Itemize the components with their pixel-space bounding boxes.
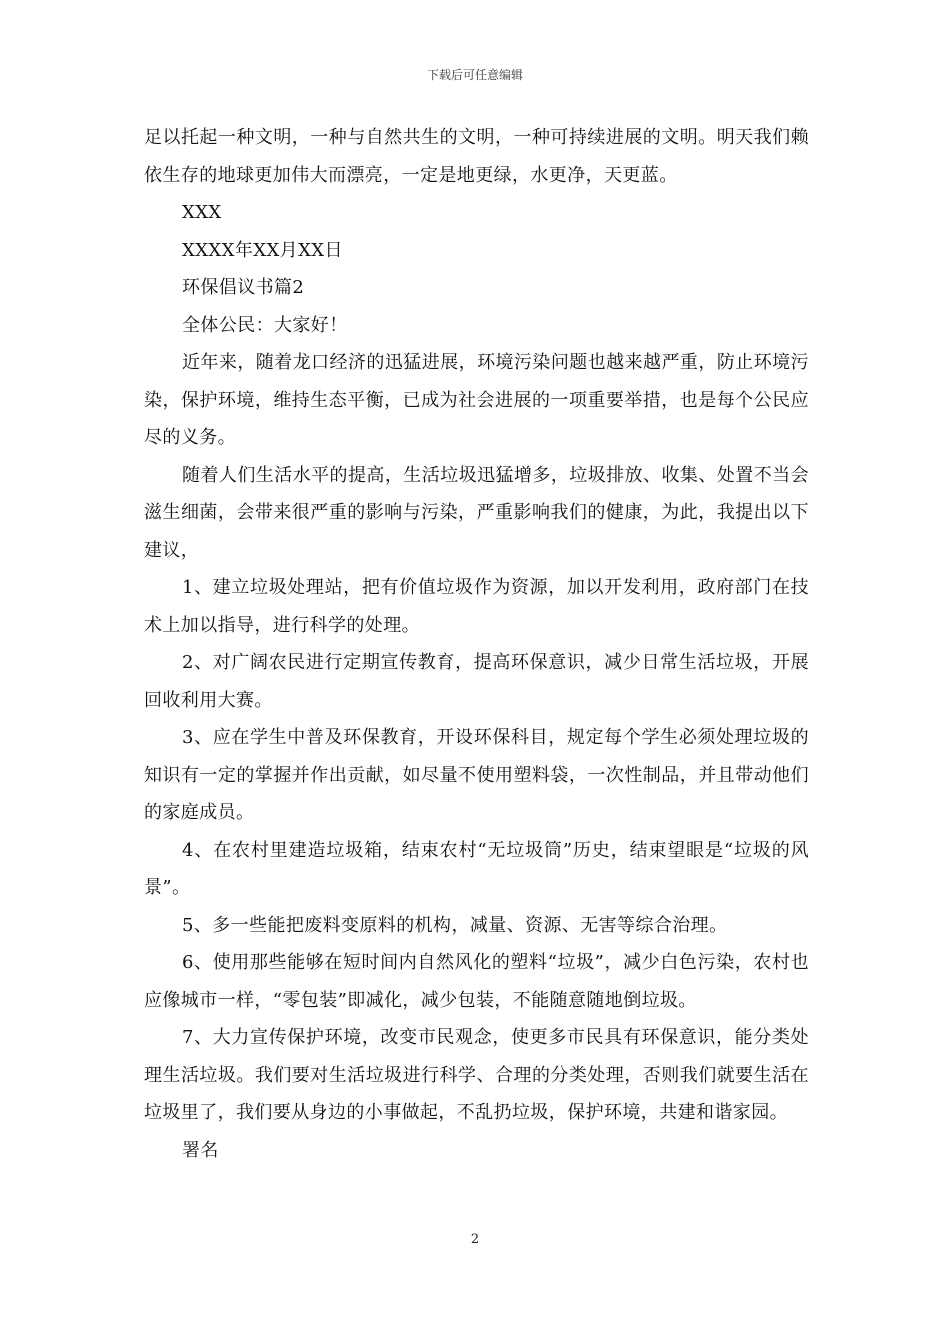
paragraph-item-5: 5、多一些能把废料变原料的机构，减量、资源、无害等综合治理。 [182, 914, 728, 936]
paragraph-item-6: 6、使用那些能够在短时间内自然风化的塑料“垃圾”，减少白色污染，农村也应像城市一样，“零包装”即减化，减少包装，不能随意随地倒垃圾。 [144, 952, 809, 1011]
paragraph-item-1: 1、建立垃圾处理站，把有价值垃圾作为资源，加以开发利用，政府部门在技术上加以指导，进行科学的处理。 [144, 577, 809, 636]
paragraph-item-2: 2、对广阔农民进行定期宣传教育，提高环保意识，减少日常生活垃圾，开展回收利用大赛。 [144, 652, 809, 711]
paragraph-continuation: 足以托起一种文明，一种与自然共生的文明，一种可持续进展的文明。明天我们赖依生存的地球更加伟大而漂亮，一定是地更绿，水更净，天更蓝。 [144, 127, 809, 186]
page-header: 下载后可任意编辑 [426, 68, 523, 82]
section-title: 环保倡议书篇2 [182, 277, 305, 298]
paragraph-signature: 署名 [182, 1139, 219, 1161]
paragraph-signature-name: XXX [182, 202, 222, 223]
paragraph-item-7: 7、大力宣传保护环境，改变市民观念，使更多市民具有环保意识，能分类处理生活垃圾。我们要对生活垃圾进行科学、合理的分类处理，否则我们就要生活在垃圾里了，我们要从身边的小事做起，不乱扔垃圾，保护环境，共建和谐家园。 [144, 1027, 809, 1123]
paragraph-signature-date: XXXX年XX月XX日 [182, 239, 343, 261]
paragraph-item-4: 4、在农村里建造垃圾箱，结束农村“无垃圾筒”历史，结束望眼是“垃圾的风景”。 [144, 839, 809, 898]
document-body [144, 119, 809, 1169]
paragraph-intro: 近年来，随着龙口经济的迅猛进展，环境污染问题也越来越严重，防止环境污染，保护环境，维持生态平衡，已成为社会进展的一项重要举措，也是每个公民应尽的义务。 [144, 352, 809, 448]
page-number: 2 [470, 1232, 480, 1247]
paragraph-greeting: 全体公民：大家好！ [182, 314, 348, 336]
paragraph-context: 随着人们生活水平的提高，生活垃圾迅猛增多，垃圾排放、收集、处置不当会滋生细菌，会带来很严重的影响与污染，严重影响我们的健康，为此，我提出以下建议， [144, 464, 809, 561]
paragraph-item-3: 3、应在学生中普及环保教育，开设环保科目，规定每个学生必须处理垃圾的知识有一定的掌握并作出贡献，如尽量不使用塑料袋，一次性制品，并且带动他们的家庭成员。 [144, 727, 809, 823]
